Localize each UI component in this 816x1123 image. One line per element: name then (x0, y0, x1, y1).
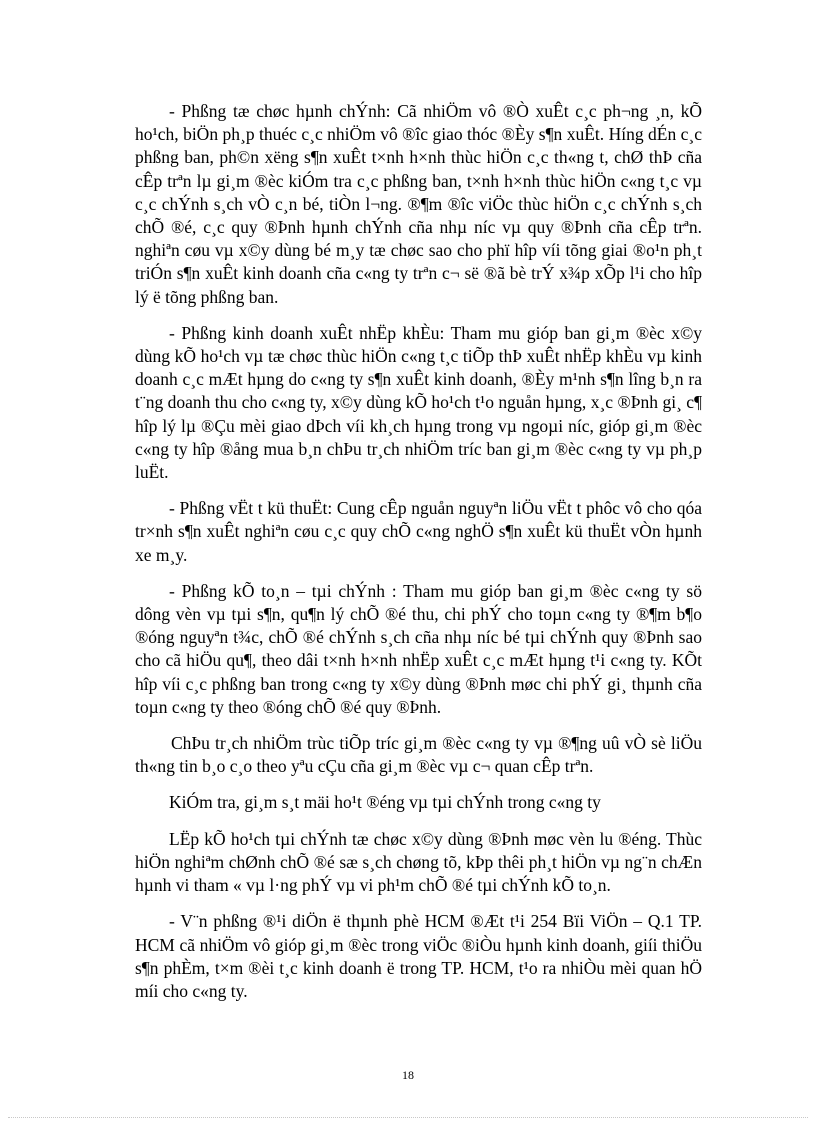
paragraph-technical-supplies-department: - Phßng vËt t kü thuËt: Cung cÊp nguån nguyªn liÖu vËt t phôc vô cho qóa tr×nh s¶n xuÊt nghiªn cøu c¸c quy chÕ c«ng nghÖ s¶n xuÊt kü thuËt vÒn hµnh xe m¸y. (135, 498, 707, 565)
page-bottom-divider (8, 1117, 808, 1118)
page-body (135, 100, 707, 1016)
paragraph-hcm-representative-office: - V¨n phßng ®¹i diÖn ë thµnh phè HCM ®Æt t¹i 254 Bïi ViÖn – Q.1 TP. HCM cã nhiÖm vô gióp gi¸m ®èc trong viÖc ®iÒu hµnh kinh doanh, giíi thiÖu s¶n phÈm, t×m ®èi t¸c kinh doanh ë trong TP. HCM, t¹o ra nhiÒu mèi quan hÖ míi cho c«ng ty. (135, 911, 707, 1001)
paragraph-responsibility: ChÞu tr¸ch nhiÖm trùc tiÕp tríc gi¸m ®èc c«ng ty vµ ®¶ng uû vÒ sè liÖu th«ng tin b¸o c¸o theo yªu cÇu cña gi¸m ®èc vµ c¬ quan cÊp trªn. (135, 733, 707, 777)
paragraph-import-export-department: - Phßng kinh doanh xuÊt nhËp khÈu: Tham mu gióp ban gi¸m ®èc x©y dùng kÕ ho¹ch vµ tæ chøc thùc hiÖn c«ng t¸c tiÕp thÞ xuÊt nhËp khÈu vµ kinh doanh c¸c mÆt hµng do c«ng ty s¶n xuÊt kinh doanh, ®Èy m¹nh s¶n lîng b¸n ra t¨ng doanh thu cho c«ng ty, x©y dùng kÕ ho¹ch t¹o nguån hµng, x¸c ®Þnh gi¸ c¶ hîp lý lµ ®Çu mèi giao dÞch víi kh¸ch hµng trong vµ ngoµi níc, gióp gi¸m ®èc c«ng ty hîp ®ång mua b¸n chÞu tr¸ch nhiÖm tríc ban gi¸m ®èc c«ng ty vµ ph¸p luËt. (135, 322, 707, 483)
page-number: 18 (402, 1068, 414, 1082)
paragraph-financial-planning: LËp kÕ ho¹ch tµi chÝnh tæ chøc x©y dùng ®Þnh møc vèn lu ®éng. Thùc hiÖn nghiªm chØnh chÕ ®é sæ s¸ch chøng tõ, kÞp thêi ph¸t hiÖn vµ ng¨n chÆn hµnh vi tham « vµ l·ng phÝ vµ vi ph¹m chÕ ®é tµi chÝnh kÕ to¸n. (135, 828, 707, 896)
paragraph-admin-department: - Phßng tæ chøc hµnh chÝnh: Cã nhiÖm vô ®Ò xuÊt c¸c ph¬ng ¸n, kÕ ho¹ch, biÖn ph¸p thuéc c¸c nhiÖm vô ®îc giao thóc ®Èy s¶n xuÊt. Híng dÉn c¸c phßng ban, ph©n xëng s¶n xuÊt t×nh h×nh thùc hiÖn c¸c th«ng t, chØ thÞ cña cÊp trªn lµ gi¸m ®èc kiÓm tra c¸c phßng ban, t×nh h×nh thùc hiÖn c«ng t¸c vµ c¸c chÝnh s¸ch vÒ c¸n bé, tiÒn l¬ng. ®¶m ®îc viÖc thùc hiÖn c¸c chÝnh s¸ch chÕ ®é, c¸c quy ®Þnh hµnh chÝnh cña nhµ níc vµ quy ®Þnh cña cÊp trªn. nghiªn cøu vµ x©y dùng bé m¸y tæ chøc sao cho phï hîp víi tõng giai ®o¹n ph¸t triÓn s¶n xuÊt kinh doanh cña c«ng ty trªn c¬ së ®ã bè trÝ x¾p xÕp l¹i cho hîp lý ë tõng phßng ban. (135, 101, 707, 307)
paragraph-finance-accounting-department: - Phßng kÕ to¸n – tµi chÝnh : Tham mu gióp ban gi¸m ®èc c«ng ty sö dông vèn vµ tµi s¶n, qu¶n lý chÕ ®é thu, chi phÝ cho toµn c«ng ty ®¶m b¶o ®óng nguyªn t¾c, chÕ ®é chÝnh s¸ch cña nhµ níc bé tµi chÝnh quy ®Þnh sao cho cã hiÖu qu¶, theo dâi t×nh h×nh nhËp xuÊt c¸c mÆt hµng t¹i c«ng ty. KÕt hîp víi c¸c phßng ban trong c«ng ty x©y dùng ®Þnh møc chi phÝ gi¸ thµnh cña toµn c«ng ty theo ®óng chÕ ®é quy ®Þnh. (135, 580, 707, 717)
paragraph-inspection: KiÓm tra, gi¸m s¸t mäi ho¹t ®éng vµ tµi chÝnh trong c«ng ty (169, 792, 601, 813)
